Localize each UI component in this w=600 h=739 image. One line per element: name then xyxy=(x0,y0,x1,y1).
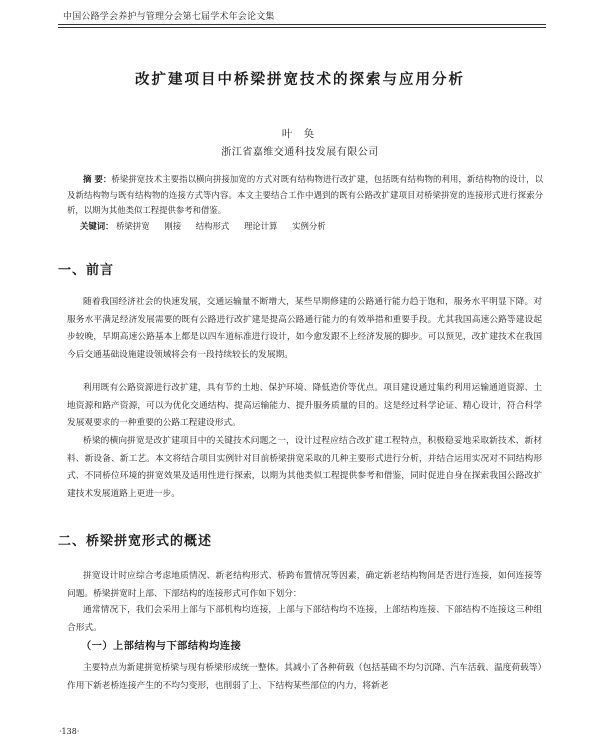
keyword: 理论计算 xyxy=(243,221,278,231)
paragraph: 随着我国经济社会的快速发展，交通运输量不断增大，某些早期修建的公路通行能力趋于饱和，服务水平明显下降。对服务水平满足经济发展需要的既有公路进行改扩建是提高公路通行能力的有效举措和重要手段。尤其我国高速公路等建设起步较晚，早期高速公路基本上都是以四车道标准进行设计，如今愈发跟不上经济发展的脚步。可以预见，改扩建技术在我国今后交通基础设施建设领域将会有一段持续较长的发展期。 xyxy=(67,297,542,360)
keywords-label: 关键词： xyxy=(80,221,114,231)
paper-title: 改扩建项目中桥梁拼宽技术的探索与应用分析 xyxy=(135,71,465,88)
abstract xyxy=(67,172,543,219)
paragraph: 利用既有公路资源进行改扩建，具有节约土地、保护环境、降低造价等优点。项目建设通过集约利用运输通道资源、土地资源和路产资源，可以为优化交通结构、提高运输能力、提升服务质量的目的。这是经过科学论证、精心设计，符合科学发展观要求的一种重要的公路工程建设形式。 xyxy=(67,383,542,429)
paragraph: 通常情况下，我们会采用上部与下部机构均连接，上部与下部结构均不连接，上部结构连接、下部结构不连接这三种组合形式。 xyxy=(67,605,542,633)
page-number: ·138· xyxy=(59,727,80,736)
keyword: 实例分析 xyxy=(292,221,326,231)
keywords xyxy=(80,220,338,232)
keyword: 结构形式 xyxy=(195,221,230,231)
section-heading-overview: 二、桥梁拼宽形式的概述 xyxy=(58,534,213,549)
paragraph: 拼宽设计时应综合考虑地质情况、新老结构形式、桥跨布置情况等因素，确定新老结构物间是否进行连接，如何连接等问题。桥梁拼宽时上部、下部结构的连接形式可作如下划分： xyxy=(67,571,542,599)
keyword: 桥梁拼宽 xyxy=(116,221,150,231)
abstract-text: 桥梁拼宽技术主要指以横向拼接加宽的方式对既有结构物进行改扩建，包括既有结构物的利用，新结构物的设计，以及新结构物与既有结构物的连接方式等内容。本文主要结合工作中遇到的既有公路改扩建项目对桥梁拼宽的连接形式进行探索分析，以期为其他类似工程提供参考和借鉴。 xyxy=(67,174,543,215)
paragraph: 主要特点为新建拼宽桥梁与现有桥梁形成统一整体。其减小了各种荷载（包括基础不均匀沉降、汽车活载、温度荷载等）作用下新老桥连接产生的不均匀变形，也削弱了上、下结构某些部位的内力，将新老 xyxy=(67,663,542,691)
header-rule-top xyxy=(58,24,546,25)
author-name: 叶 奂 xyxy=(281,128,319,140)
abstract-label: 摘 要： xyxy=(83,174,112,184)
paragraph: 桥梁的横向拼宽是改扩建项目中的关键技术问题之一，设计过程应结合改扩建工程特点，积极稳妥地采取新技术、新材料、新设备、新工艺。本文将结合项目实例针对目前桥梁拼宽采取的几种主要形式进行分析，并结合运用实况对不同结构形式、不同桥位环境的拼宽效果及适用性进行探索，以期为其他类似工程提供参考和借鉴，同时促进自身在探索我国公路改扩建技术发展道路上更进一步。 xyxy=(67,436,542,499)
section-heading-intro: 一、前言 xyxy=(58,263,115,278)
running-header: 中国公路学会养护与管理分会第七届学术年会论文集 xyxy=(63,12,275,22)
author-affiliation: 浙江省嘉维交通科技发展有限公司 xyxy=(221,147,379,158)
header-rule-bottom xyxy=(58,27,546,28)
subsection-heading: （一）上部结构与下部结构均连接 xyxy=(81,640,242,652)
keyword: 刚接 xyxy=(164,221,182,231)
